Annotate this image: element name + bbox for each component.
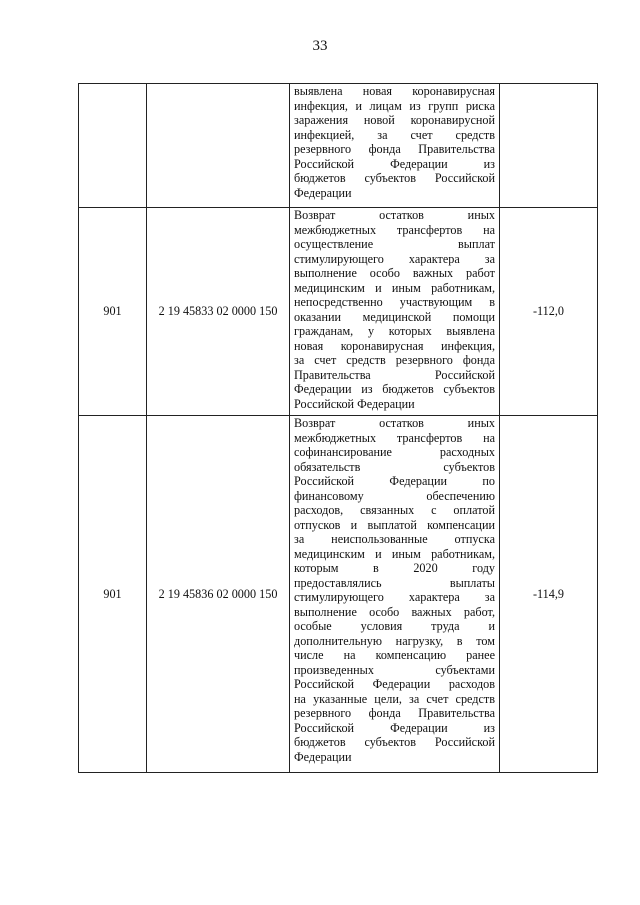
description-line: резервного фонда Правительства [294, 142, 495, 156]
description-line: выполнение особо важных работ, [294, 604, 495, 619]
description-line: резервного фонда Правительства [294, 706, 495, 720]
description-line: дополнительную нагрузку, в том [294, 633, 495, 648]
description-line: непосредственно участвующим в [294, 295, 495, 309]
description-line: Возврат остатков иных [294, 416, 495, 430]
description-line: которым в 2020 году [294, 561, 495, 575]
description-line: межбюджетных трансфертов на [294, 222, 495, 237]
table-row [79, 84, 598, 208]
description-line: Российской Федерации из [294, 156, 495, 171]
description-line: межбюджетных трансфертов на [294, 430, 495, 445]
description-line: предоставлялись выплаты [294, 575, 495, 590]
description-line: Российской Федерации расходов [294, 677, 495, 691]
description-line: Федерации из бюджетов субъектов [294, 382, 495, 396]
description-line: особые условия труда и [294, 619, 495, 633]
description-line: бюджетов субъектов Российской [294, 171, 495, 185]
description-line: Российской Федерации [294, 396, 415, 411]
description-line: Федерации [294, 185, 352, 200]
admin-code-cell: 901 [79, 208, 147, 416]
table-row [79, 416, 598, 773]
amount-cell: -114,9 [500, 416, 598, 773]
description-line: выполнение особо важных работ [294, 266, 495, 280]
description-line: Федерации [294, 749, 352, 764]
description-line: Правительства Российской [294, 367, 495, 382]
description-line: софинансирование расходных [294, 445, 495, 459]
description-line: медицинским и иным работникам, [294, 546, 495, 561]
description-line: произведенных субъектами [294, 662, 495, 677]
description-line: Возврат остатков иных [294, 208, 495, 222]
description-line: отпусков и выплатой компенсации [294, 517, 495, 532]
description-line: осуществление выплат [294, 237, 495, 251]
table-row [79, 208, 598, 416]
description-line: стимулирующего характера за [294, 251, 495, 266]
budget-classification-code-cell: 2 19 45833 02 0000 150 [147, 208, 290, 416]
budget-classification-code-cell [147, 84, 290, 208]
description-line: за счет средств резервного фонда [294, 353, 495, 367]
description-line: инфекция, и лицам из групп риска [294, 98, 495, 113]
description-line: инфекцией, за счет средств [294, 127, 495, 142]
description-cell [290, 208, 500, 416]
budget-table [78, 83, 598, 773]
budget-classification-code-cell: 2 19 45836 02 0000 150 [147, 416, 290, 773]
description-line: стимулирующего характера за [294, 590, 495, 604]
admin-code-cell: 901 [79, 416, 147, 773]
description-line: обязательств субъектов [294, 459, 495, 474]
description-line: за неиспользованные отпуска [294, 532, 495, 546]
amount-cell: -112,0 [500, 208, 598, 416]
amount-cell [500, 84, 598, 208]
description-line: финансовому обеспечению [294, 488, 495, 503]
admin-code-cell [79, 84, 147, 208]
page-number: 33 [312, 38, 328, 54]
description-line: числе на компенсацию ранее [294, 648, 495, 662]
description-line: расходов, связанных с оплатой [294, 503, 495, 517]
description-cell [290, 416, 500, 773]
description-line: медицинским и иным работникам, [294, 280, 495, 295]
description-line: Российской Федерации из [294, 720, 495, 735]
description-line: гражданам, у которых выявлена [294, 324, 495, 338]
description-line: оказании медицинской помощи [294, 309, 495, 324]
description-line: заражения новой коронавирусной [294, 113, 495, 127]
description-line: новая коронавирусная инфекция, [294, 338, 495, 353]
description-line: Российской Федерации по [294, 474, 495, 488]
description-line: на указанные цели, за счет средств [294, 691, 495, 706]
description-cell [290, 84, 500, 208]
description-line: выявлена новая коронавирусная [294, 84, 495, 98]
description-line: бюджетов субъектов Российской [294, 735, 495, 749]
